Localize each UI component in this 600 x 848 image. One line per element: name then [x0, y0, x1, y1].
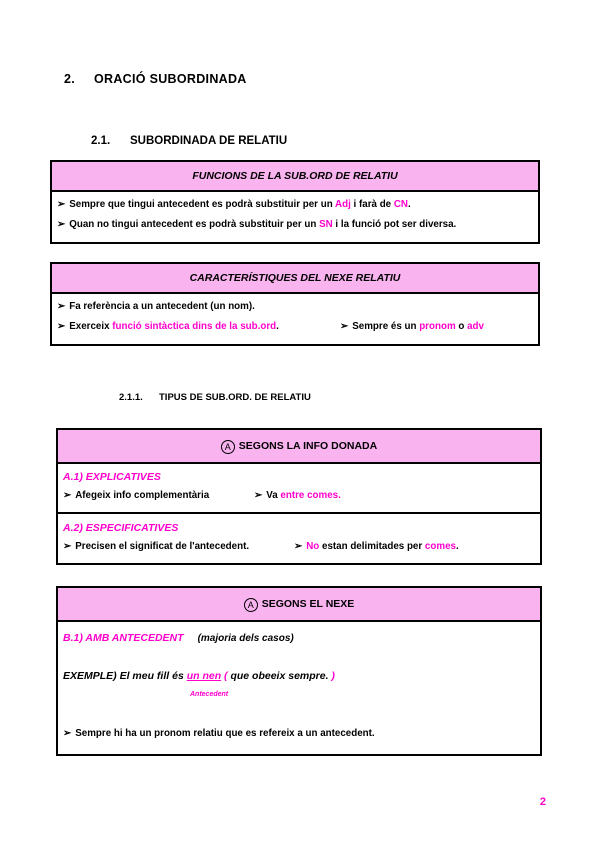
caracteristiques-box: [50, 262, 540, 346]
arrowhead-bullet-icon: ➢: [254, 490, 263, 501]
example-line: [63, 670, 335, 682]
explicatives-line-left: [63, 490, 209, 501]
section-heading: [64, 72, 247, 86]
arrowhead-bullet-icon: ➢: [63, 541, 72, 552]
highlight-pronom: pronom: [419, 321, 456, 332]
especificatives-title: A.2) ESPECIFICATIVES: [63, 522, 179, 534]
arrowhead-bullet-icon: ➢: [57, 321, 66, 332]
highlight-funcio: funció sintàctica dins de la sub.ord: [112, 321, 277, 332]
explicatives-title: A.1) EXPLICATIVES: [63, 471, 161, 483]
antecedent-annotation: Antecedent: [190, 691, 229, 698]
caracteristiques-line-2: [57, 321, 279, 332]
caracteristiques-box-title: CARACTERÍSTIQUES DEL NEXE RELATIU: [52, 264, 538, 294]
info-box: [56, 428, 542, 565]
text: i la funció pot ser diversa.: [332, 219, 457, 230]
subsection-heading: [91, 135, 287, 147]
highlight-adv: adv: [467, 321, 484, 332]
explicatives-line-right: [254, 490, 341, 501]
circled-letter-icon: A: [221, 440, 235, 454]
text: Exerceix: [69, 321, 113, 332]
arrowhead-bullet-icon: ➢: [57, 301, 66, 312]
highlight-cn: CN: [393, 199, 408, 210]
funcions-line-2: [57, 219, 456, 230]
amb-antecedent-line: [63, 628, 294, 646]
example-paren-close: ): [328, 670, 335, 682]
funcions-box: [50, 160, 540, 244]
especificatives-line-right: [294, 541, 459, 552]
example-antecedent: un nen: [186, 670, 222, 682]
amb-antecedent-title: B.1) AMB ANTECEDENT: [63, 632, 184, 644]
amb-antecedent-note: (majoria dels casos): [197, 633, 294, 644]
text: estan delimitades per: [319, 541, 425, 552]
caracteristiques-line-1: [57, 301, 255, 312]
highlight-entre-comes: entre comes.: [280, 490, 341, 501]
highlight-sn: SN: [319, 219, 333, 230]
subsection-title: SUBORDINADA DE RELATIU: [130, 135, 288, 147]
subsubsection-title: TIPUS DE SUB.ORD. DE RELATIU: [159, 392, 311, 403]
text: Sempre és un: [352, 321, 420, 332]
example-text: EXEMPLE) El meu fill és: [63, 670, 187, 682]
highlight-comes: comes: [424, 541, 456, 552]
text: .: [408, 199, 411, 210]
section-title: ORACIÓ SUBORDINADA: [94, 72, 247, 86]
arrowhead-bullet-icon: ➢: [63, 490, 72, 501]
text: .: [455, 541, 459, 552]
text: o: [455, 321, 468, 332]
text: Quan no tingui antecedent es podrà substituir per un: [69, 219, 320, 230]
circled-letter-icon: A: [244, 598, 258, 612]
nexe-title-text: SEGONS EL NEXE: [261, 598, 355, 610]
page-number: 2: [539, 796, 546, 808]
text: Fa referència a un antecedent (un nom).: [69, 301, 255, 312]
subsubsection-heading: [119, 392, 311, 403]
example-relative-clause: que obeeix sempre.: [230, 670, 329, 682]
text: Va: [266, 490, 281, 501]
text: Afegeix info complementària: [75, 490, 210, 501]
subsubsection-number: 2.1.1.: [119, 392, 143, 403]
nexe-box: [56, 586, 542, 756]
text: Precisen el significat de l'antecedent.: [75, 541, 250, 552]
section-divider: [58, 512, 540, 514]
caracteristiques-line-2-right: [340, 321, 484, 332]
text: i farà de: [350, 199, 394, 210]
subsection-number: 2.1.: [91, 135, 111, 147]
arrowhead-bullet-icon: ➢: [340, 321, 349, 332]
nexe-box-title: [58, 588, 540, 622]
arrowhead-bullet-icon: ➢: [294, 541, 303, 552]
arrowhead-bullet-icon: ➢: [57, 199, 66, 210]
text: Sempre hi ha un pronom relatiu que es refereix a un antecedent.: [75, 728, 375, 739]
section-number: 2.: [64, 72, 76, 86]
arrowhead-bullet-icon: ➢: [57, 219, 66, 230]
especificatives-line-left: [63, 541, 249, 552]
info-title-text: SEGONS LA INFO DONADA: [238, 440, 378, 452]
highlight-no: No: [306, 541, 320, 552]
text: Sempre que tingui antecedent es podrà substituir per un: [69, 199, 336, 210]
info-box-title: [58, 430, 540, 464]
funcions-box-title: FUNCIONS DE LA SUB.ORD DE RELATIU: [52, 162, 538, 192]
example-paren-open: (: [221, 670, 231, 682]
funcions-line-1: [57, 199, 411, 210]
arrowhead-bullet-icon: ➢: [63, 728, 72, 739]
text: .: [276, 321, 279, 332]
highlight-adj: Adj: [335, 199, 351, 210]
nexe-footer-line: [63, 728, 375, 739]
